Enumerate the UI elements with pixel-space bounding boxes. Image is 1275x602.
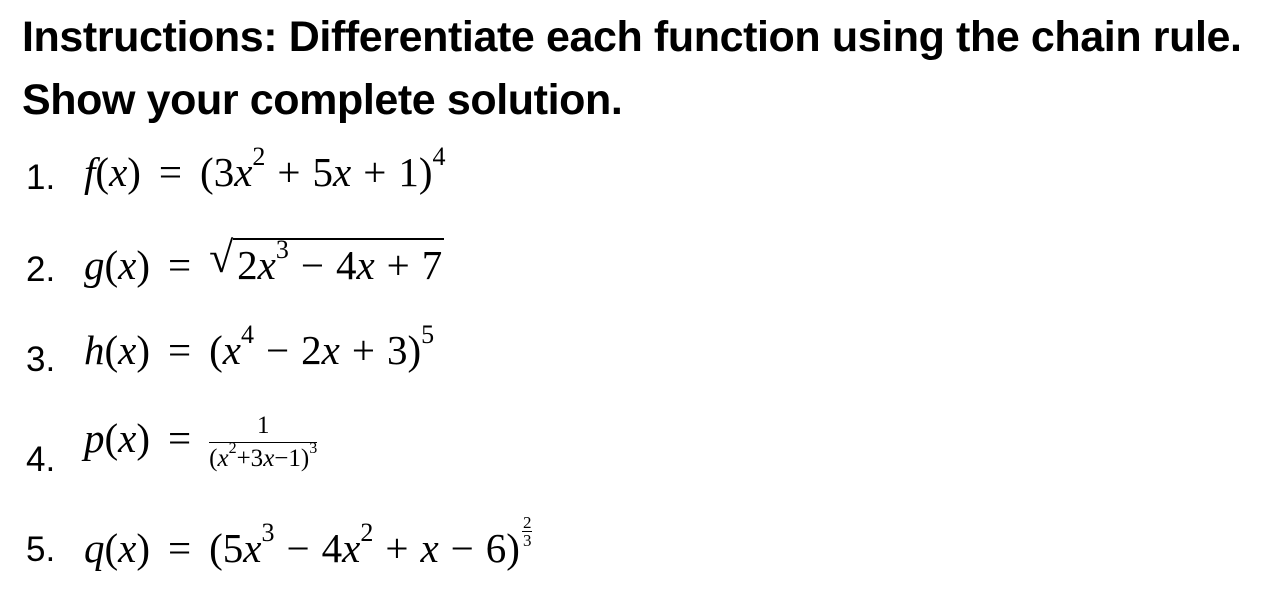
square-root (209, 233, 444, 289)
problem-number: 1. (26, 158, 56, 197)
exponent-numerator: 2 (522, 513, 532, 532)
problem-5-equation: $q(x) = (5x^3 - 4x^2 + x - 6)$ $\frac{2}{3}$ (84, 513, 532, 571)
function-name: q (84, 525, 105, 571)
fraction (209, 412, 317, 473)
exponent-denominator: 3 (522, 531, 532, 550)
math-token: 5 (312, 149, 334, 195)
variable: x (118, 242, 137, 288)
problem-4-equation: p(x) = $\frac{1}{(x^2+3x-1)^3}$ (84, 412, 318, 472)
math-token: +3 (236, 445, 264, 472)
fractional-exponent (522, 514, 533, 549)
math-token: x (333, 149, 352, 195)
math-exponent: 2 (252, 142, 266, 172)
math-exponent: 2 (228, 439, 237, 457)
problem-2-equation: g(x) = √ $2x^3 - 4x + 7$ (84, 233, 443, 288)
math-operator: + (363, 149, 387, 195)
radical-sign: √ (209, 233, 234, 282)
math-token: 2 (237, 242, 258, 288)
variable: x (118, 525, 137, 571)
math-token: x (420, 525, 439, 571)
math-operator: − (286, 525, 310, 571)
math-token: x (342, 525, 361, 571)
math-token: ( (209, 327, 223, 373)
math-token: x (234, 149, 253, 195)
variable: x (118, 327, 137, 373)
math-token: (5 (209, 525, 244, 571)
math-token: ( (209, 445, 218, 472)
problem-number: 4. (26, 440, 56, 479)
math-token: x (356, 242, 375, 288)
math-token: 1) (398, 149, 433, 195)
math-operator: + (277, 149, 301, 195)
function-name: f (84, 149, 96, 195)
math-token: x (217, 445, 229, 472)
function-name: g (84, 242, 105, 288)
problem-number: 3. (26, 340, 56, 379)
math-token: 6) (485, 525, 520, 571)
math-exponent: 2 (360, 518, 374, 548)
variable: x (109, 149, 128, 195)
math-operator: − (450, 525, 474, 571)
math-token: (3 (200, 149, 235, 195)
problem-number: 5. (26, 530, 56, 569)
math-token: x (222, 327, 241, 373)
problem-1-equation: $f(x) = (3x^2 + 5x + 1)^4$ (84, 142, 446, 195)
math-token: x (263, 445, 275, 472)
instructions-text: Instructions: Differentiate each function using the chain rule. Show your complete solution. (22, 13, 1242, 124)
variable: x (118, 414, 137, 461)
math-exponent: 4 (241, 320, 254, 350)
math-exponent: 3 (309, 439, 318, 457)
math-operator: − (300, 242, 324, 288)
math-exponent: 3 (275, 235, 289, 265)
math-token: x (243, 525, 262, 571)
math-token: 7 (421, 242, 443, 288)
problem-number: 2. (26, 250, 56, 289)
function-name: h (84, 327, 105, 373)
math-token: 4 (335, 242, 357, 288)
fraction-denominator (209, 439, 318, 473)
math-exponent: 3 (261, 518, 275, 548)
math-operator: + (351, 327, 375, 373)
math-token: x (321, 327, 340, 373)
math-operator: + (385, 525, 409, 571)
fraction-numerator: 1 (209, 412, 317, 443)
math-token: 2 (301, 327, 322, 373)
math-operator: + (386, 242, 410, 288)
problem-3-equation: $h(x) = (x^4 - 2x + 3)^5$ (84, 320, 435, 373)
math-token: −1) (274, 445, 310, 472)
math-operator: − (266, 327, 290, 373)
math-exponent: 5 (421, 320, 435, 350)
function-name: p (84, 414, 105, 461)
math-token: x (257, 242, 276, 288)
math-token: 4 (321, 525, 343, 571)
math-token: 3) (386, 327, 422, 373)
math-exponent: 4 (432, 142, 446, 172)
